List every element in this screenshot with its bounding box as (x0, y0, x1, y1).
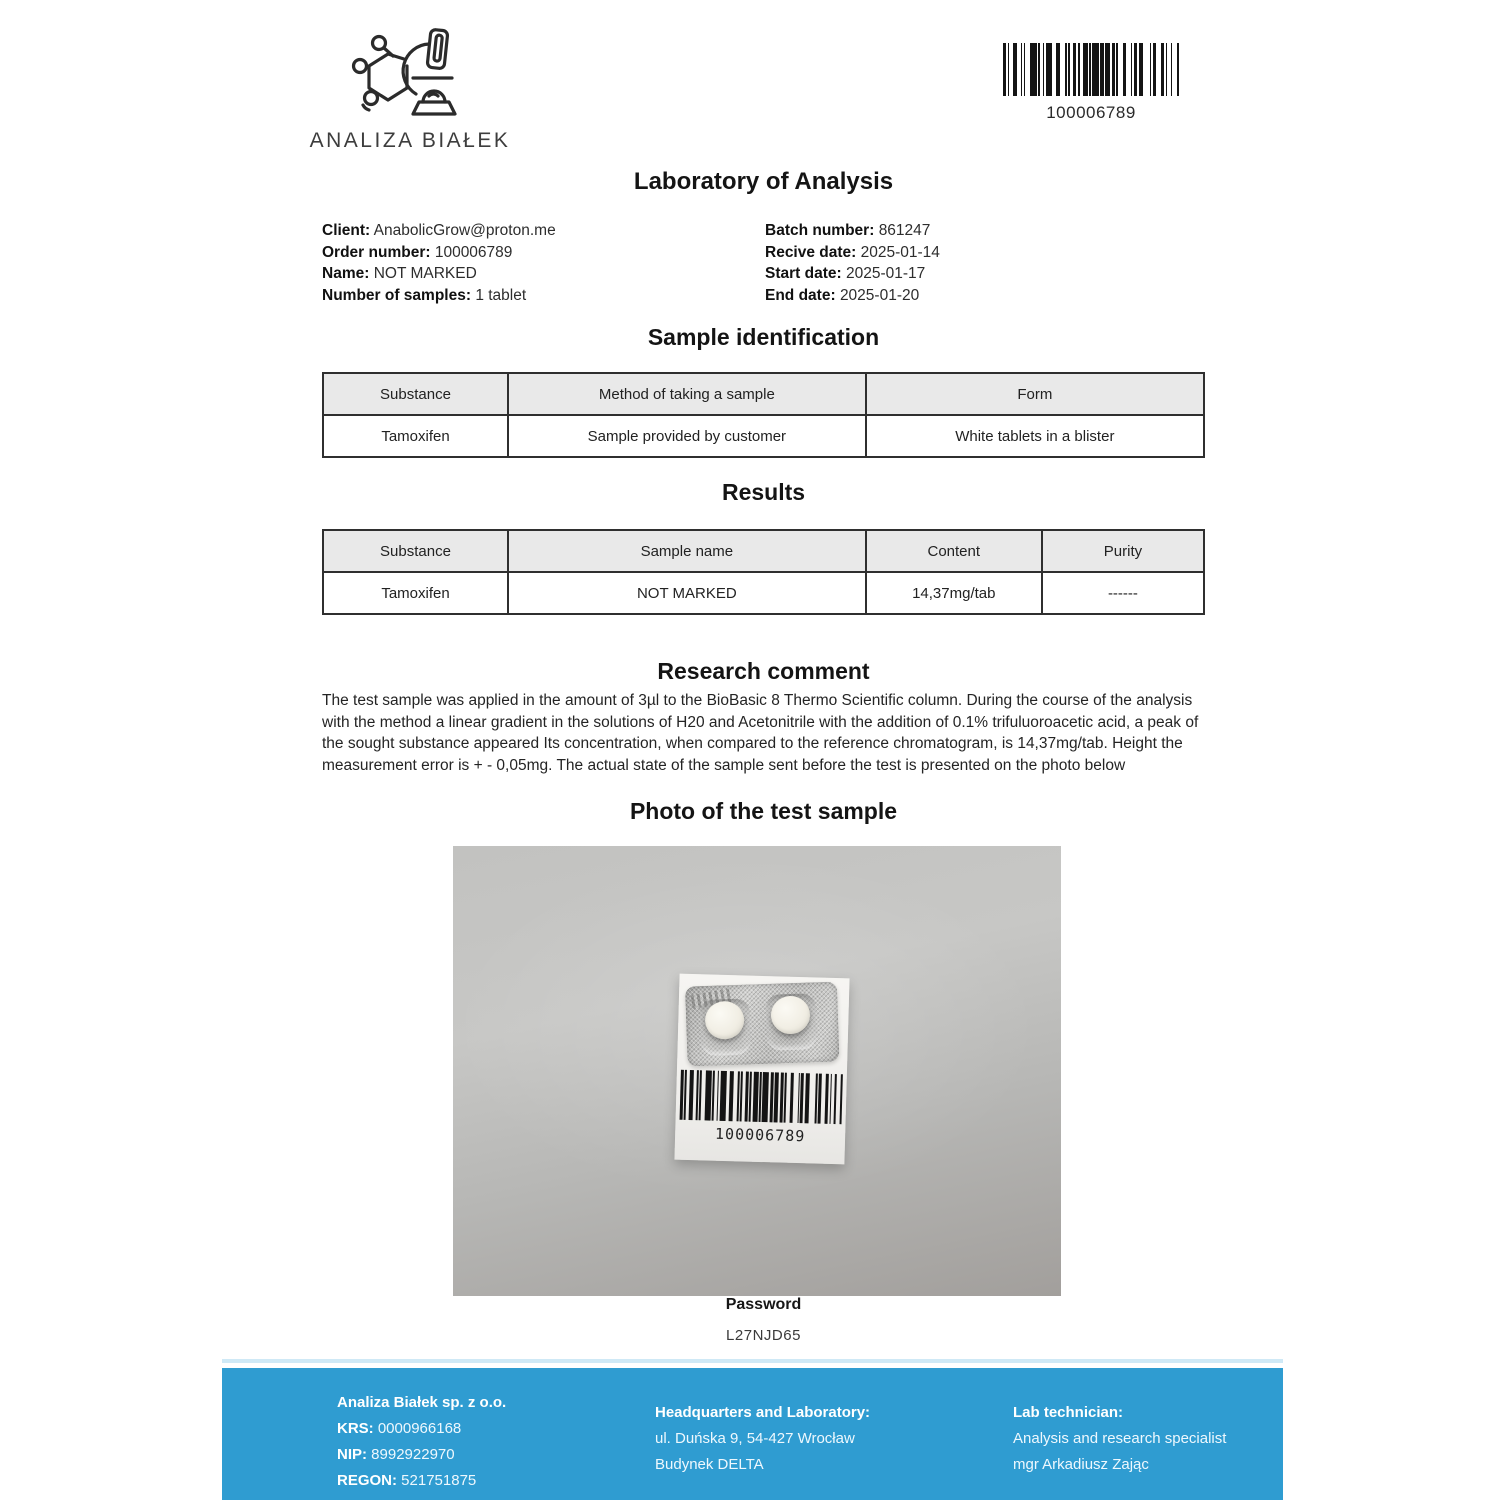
order-info-right (765, 220, 1205, 306)
results-heading: Results (721, 479, 806, 505)
order-barcode-number: 100006789 (1046, 103, 1136, 122)
col-header-method: Method of taking a sample (508, 373, 866, 415)
footer-hq-building: Budynek DELTA (655, 1456, 764, 1473)
footer-tech-role: Analysis and research specialist (1013, 1430, 1227, 1447)
info-line-recive-date: Recive date: 2025-01-14 (765, 243, 940, 261)
sample-identification-heading: Sample identification (647, 324, 880, 350)
cell-substance: Tamoxifen (323, 415, 508, 457)
sample-identification-table (322, 372, 1205, 458)
brand-name: ANALIZA BIAŁEK (309, 129, 511, 152)
footer-tech-title: Lab technician: (1013, 1404, 1124, 1421)
blister-pack (685, 981, 840, 1066)
page-title: Laboratory of Analysis (633, 168, 894, 195)
cell-sample-name: NOT MARKED (508, 572, 866, 614)
info-line-name: Name: NOT MARKED (322, 265, 477, 282)
research-comment-text: The test sample was applied in the amount of 3µl to the BioBasic 8 Thermo Scientific column. During the course of the analysis with the method a linear gradient in the solutions of H20 and Acetonitrile with the addition of 0.1% trifuluoroacetic acid, a peak of the sought substance appeared Its concentration, when compared to the reference chromatogram, is 14,37mg/tab. Height the measurement error is + - 0,05mg. The actual state of the sample sent before the test is presented on the photo below (322, 692, 1199, 774)
table-row (323, 572, 1204, 614)
password-label: Password (725, 1296, 802, 1313)
photo-heading: Photo of the test sample (629, 798, 898, 824)
password-value: L27NJD65 (726, 1327, 801, 1344)
col-header-substance: Substance (323, 530, 508, 572)
sample-barcode-number: 100006789 (714, 1124, 806, 1146)
footer-hq-title: Headquarters and Laboratory: (655, 1404, 871, 1421)
cell-substance: Tamoxifen (323, 572, 508, 614)
footer-hq-address: ul. Duńska 9, 54-427 Wrocław (655, 1430, 855, 1447)
footer-tech-block (1013, 1400, 1226, 1478)
order-barcode-icon (1003, 43, 1179, 96)
sample-card (674, 974, 849, 1165)
footer-hq-block (655, 1400, 870, 1478)
info-line-start-date: Start date: 2025-01-17 (765, 265, 926, 282)
info-line-client: Client: AnabolicGrow@proton.me (322, 222, 556, 239)
footer-accent-line (222, 1359, 1283, 1363)
footer-tech-name: mgr Arkadiusz Zając (1013, 1456, 1149, 1473)
logo-block (305, 26, 515, 153)
footer-company-block (337, 1390, 506, 1494)
cell-form: White tablets in a blister (866, 415, 1204, 457)
sample-photo (453, 846, 1061, 1296)
info-line-order-number: Order number: 100006789 (322, 243, 513, 261)
cell-content: 14,37mg/tab (866, 572, 1042, 614)
info-line-samples: Number of samples: 1 tablet (322, 286, 527, 304)
col-header-form: Form (866, 373, 1204, 415)
sample-barcode-icon (680, 1070, 843, 1125)
footer-regon: REGON: 521751875 (337, 1472, 477, 1489)
col-header-sample-name: Sample name (508, 530, 866, 572)
info-line-batch: Batch number: 861247 (765, 222, 931, 239)
order-info-left (322, 220, 752, 306)
footer (222, 1368, 1283, 1500)
sample-barcode-block (679, 1070, 843, 1146)
order-barcode-block (1003, 43, 1179, 123)
col-header-substance: Substance (323, 373, 508, 415)
results-table (322, 529, 1205, 615)
footer-nip: NIP: 8992922970 (337, 1446, 455, 1463)
col-header-content: Content (866, 530, 1042, 572)
research-comment-heading: Research comment (657, 658, 870, 684)
cell-method: Sample provided by customer (508, 415, 866, 457)
footer-krs: KRS: 0000966168 (337, 1420, 462, 1437)
molecule-microscope-logo-icon (349, 26, 471, 122)
info-line-end-date: End date: 2025-01-20 (765, 286, 920, 304)
col-header-purity: Purity (1042, 530, 1204, 572)
table-row (323, 415, 1204, 457)
cell-purity: ------ (1042, 572, 1204, 614)
footer-company-name: Analiza Białek sp. z o.o. (337, 1394, 507, 1411)
